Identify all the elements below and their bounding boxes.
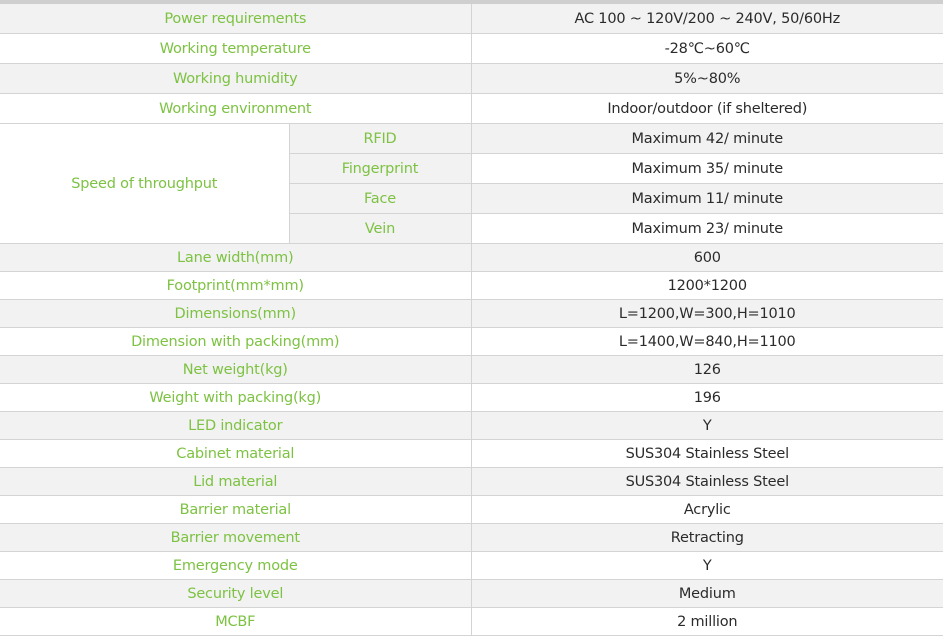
spec-label: Lane width(mm) [0,244,471,272]
spec-label: LED indicator [0,412,471,440]
spec-value: SUS304 Stainless Steel [471,468,943,496]
spec-table [0,4,943,636]
spec-value: Y [471,552,943,580]
table-row [0,608,943,636]
table-row [0,552,943,580]
spec-value: L=1400,W=840,H=1100 [471,328,943,356]
spec-value: 5%~80% [471,64,943,94]
spec-value: Acrylic [471,496,943,524]
spec-label: Dimensions(mm) [0,300,471,328]
table-row [0,580,943,608]
spec-label: Emergency mode [0,552,471,580]
table-row [0,412,943,440]
table-row [0,94,943,124]
spec-value: L=1200,W=300,H=1010 [471,300,943,328]
table-row [0,272,943,300]
table-row [0,384,943,412]
spec-value: AC 100 ~ 120V/200 ~ 240V, 50/60Hz [471,4,943,34]
spec-label: Working humidity [0,64,471,94]
spec-label: Dimension with packing(mm) [0,328,471,356]
throughput-sub-label: RFID [289,124,471,154]
table-row [0,328,943,356]
table-row [0,468,943,496]
throughput-sub-label: Face [289,184,471,214]
spec-value: 2 million [471,608,943,636]
spec-label: Working environment [0,94,471,124]
table-row [0,244,943,272]
table-row [0,64,943,94]
spec-label: Cabinet material [0,440,471,468]
table-row [0,496,943,524]
spec-label: Power requirements [0,4,471,34]
spec-value: Retracting [471,524,943,552]
table-row [0,300,943,328]
spec-label: Barrier movement [0,524,471,552]
throughput-label: Speed of throughput [0,124,289,244]
spec-value: 126 [471,356,943,384]
spec-label: Security level [0,580,471,608]
spec-label: Footprint(mm*mm) [0,272,471,300]
table-row [0,4,943,34]
spec-label: Net weight(kg) [0,356,471,384]
table-row [0,356,943,384]
table-row [0,440,943,468]
spec-value: Y [471,412,943,440]
spec-value: Medium [471,580,943,608]
spec-value: -28℃~60℃ [471,34,943,64]
spec-label: Barrier material [0,496,471,524]
throughput-sub-label: Vein [289,214,471,244]
throughput-sub-label: Fingerprint [289,154,471,184]
table-row [0,524,943,552]
spec-value: 196 [471,384,943,412]
spec-value: SUS304 Stainless Steel [471,440,943,468]
spec-value: 1200*1200 [471,272,943,300]
throughput-value: Maximum 23/ minute [471,214,943,244]
spec-label: Weight with packing(kg) [0,384,471,412]
spec-value: Indoor/outdoor (if sheltered) [471,94,943,124]
spec-label: Lid material [0,468,471,496]
throughput-value: Maximum 35/ minute [471,154,943,184]
spec-label: MCBF [0,608,471,636]
table-row [0,124,943,154]
table-row [0,34,943,64]
spec-value: 600 [471,244,943,272]
throughput-value: Maximum 11/ minute [471,184,943,214]
throughput-value: Maximum 42/ minute [471,124,943,154]
spec-label: Working temperature [0,34,471,64]
